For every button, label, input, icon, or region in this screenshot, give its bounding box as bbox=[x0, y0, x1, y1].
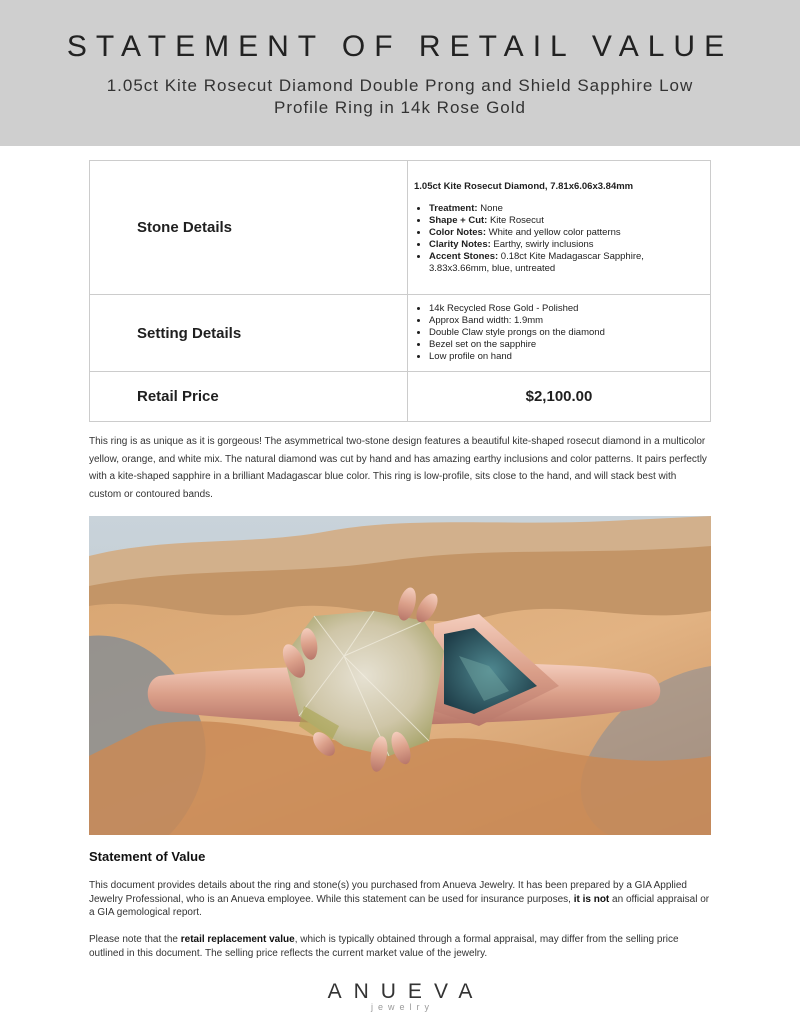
list-item: • Low profile on hand bbox=[429, 351, 700, 363]
detail-key: Accent Stones: bbox=[429, 250, 499, 262]
statement-emphasis: it is not bbox=[573, 893, 610, 905]
statement-text: an official appraisal or a GIA gemological report. bbox=[89, 893, 710, 918]
list-item bbox=[429, 239, 700, 251]
retail-price-row bbox=[90, 372, 711, 422]
statement-paragraph-2 bbox=[89, 933, 715, 960]
detail-value: None bbox=[480, 202, 503, 214]
setting-details-label: Setting Details bbox=[90, 295, 408, 372]
detail-value: Kite Rosecut bbox=[489, 214, 544, 226]
list-item: • Bezel set on the sapphire bbox=[429, 339, 700, 351]
list-item: • 14k Recycled Rose Gold - Polished bbox=[429, 303, 700, 315]
statement-emphasis: retail replacement value bbox=[180, 934, 295, 945]
stone-heading: 1.05ct Kite Rosecut Diamond, 7.81x6.06x3.84mm bbox=[414, 180, 634, 192]
statement-text: , which is typically obtained through a formal appraisal, may differ from the selling price outlined in this document. The selling price reflects the current market value of the jewelry. bbox=[89, 934, 679, 959]
page-title: STATEMENT OF RETAIL VALUE bbox=[66, 30, 734, 63]
list-item bbox=[429, 215, 700, 227]
anueva-logo bbox=[300, 980, 500, 1012]
setting-details-list bbox=[414, 303, 700, 363]
details-table bbox=[89, 160, 711, 422]
list-item bbox=[429, 203, 700, 215]
detail-key: Treatment: bbox=[429, 202, 478, 214]
stone-details-info bbox=[408, 161, 711, 295]
stone-details-row bbox=[90, 161, 711, 295]
detail-key: Shape + Cut: bbox=[429, 214, 488, 226]
retail-price-label: Retail Price bbox=[90, 372, 408, 422]
detail-key: Color Notes: bbox=[429, 226, 486, 238]
list-item: • Double Claw style prongs on the diamond bbox=[429, 327, 700, 339]
logo-subtitle: jewelry bbox=[370, 1002, 434, 1012]
statement-text: Please note that the bbox=[89, 934, 181, 945]
header-banner bbox=[0, 0, 800, 146]
detail-key: Clarity Notes: bbox=[429, 238, 491, 250]
setting-details-row bbox=[90, 295, 711, 372]
detail-value: Earthy, swirly inclusions bbox=[493, 238, 594, 250]
setting-details-info bbox=[408, 295, 711, 372]
list-item bbox=[429, 251, 700, 275]
stone-details-label: Stone Details bbox=[90, 161, 408, 295]
detail-value: White and yellow color patterns bbox=[488, 226, 621, 238]
list-item: • Approx Band width: 1.9mm bbox=[429, 315, 700, 327]
ring-photo bbox=[89, 516, 711, 835]
ring-photo-illustration bbox=[89, 516, 711, 835]
logo-wordmark: ANUEVA bbox=[327, 980, 485, 1003]
ring-title: 1.05ct Kite Rosecut Diamond Double Prong and Shield Sapphire Low Profile Ring in 14k Rose Gold bbox=[106, 76, 694, 117]
detail-value: 0.18ct Kite Madagascar Sapphire, 3.83x3.66mm, blue, untreated bbox=[429, 250, 644, 274]
stone-details-list bbox=[414, 203, 700, 275]
statement-paragraph-1 bbox=[89, 879, 715, 920]
ring-description: This ring is as unique as it is gorgeous! The asymmetrical two-stone design features a beautiful kite-shaped rosecut diamond in a multicolor yellow, orange, and white mix. The natural diamond was cut by hand and has amazing earthy inclusions and color patterns. It pairs perfectly with a kite-shaped sapphire in a brilliant Madagascar blue color. This ring is low-profile, sits close to the hand, and will stack best with custom or contoured bands. bbox=[89, 436, 707, 500]
statement-title: Statement of Value bbox=[89, 849, 206, 864]
list-item bbox=[429, 227, 700, 239]
retail-price-value: $2,100.00 bbox=[408, 372, 711, 422]
statement-text: This document provides details about the ring and stone(s) you purchased from Anueva Jewelry. It has been prepared by a GIA Applied Jewelry Professional, who is an Anueva employee. While this statement can be used for insurance purposes, bbox=[89, 880, 687, 905]
